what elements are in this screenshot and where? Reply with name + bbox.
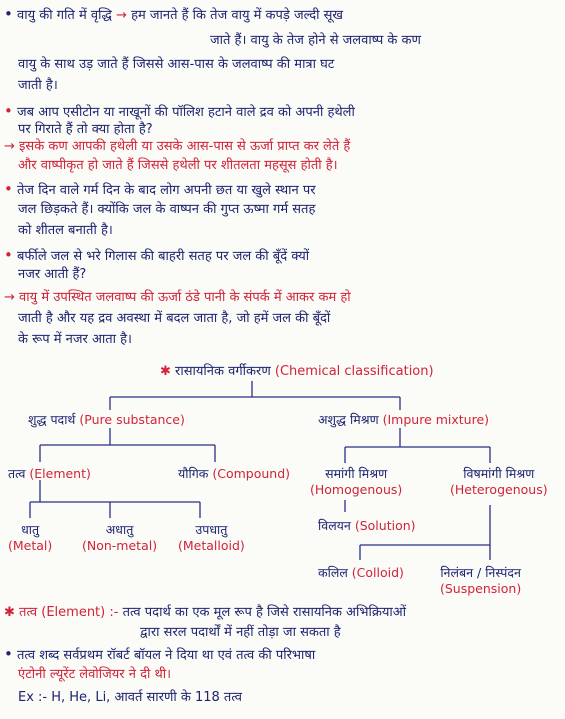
para4-question-line1: • बर्फीले जल से भरे गिलास की बाहरी सतह पर जल की बूँदें क्यों xyxy=(4,246,310,264)
node-non-metal: अधातु (Non-metal) xyxy=(82,522,158,553)
para1-text4: जाती है। xyxy=(18,78,58,93)
para2-question-line1: • जब आप एसीटोन या नाखूनों की पॉलिश हटाने वाले द्रव को अपनी हथेली xyxy=(4,102,355,120)
node-compound: यौगिक (Compound) xyxy=(178,466,291,481)
bullet-icon: • xyxy=(4,102,13,120)
para4-answer-line3: के रूप में नजर आता है। xyxy=(18,332,132,347)
bullet-icon: • xyxy=(4,645,13,663)
para4-answer-line2: जाती है और यह द्रव अवस्था में बदल जाता है, जो हमें जल की बूँदों xyxy=(18,311,331,326)
para3-line3: को शीतल बनाती है। xyxy=(18,223,113,238)
element-def-example: Ex :- H, He, Li, आवर्त सारणी के 118 तत्व xyxy=(18,690,243,705)
star-icon: ✱ xyxy=(160,364,171,379)
arrow-icon: → xyxy=(4,290,15,305)
node-metalloid: उपधातु (Metalloid) xyxy=(178,522,245,553)
para2-answer-line2: और वाष्पीकृत हो जाते हैं जिससे हथेली पर शीतलता महसूस होती है। xyxy=(18,158,338,173)
bullet-icon: • xyxy=(4,5,13,23)
node-suspension: निलंबन / निस्पंदन (Suspension) xyxy=(440,565,522,596)
arrow-icon: → xyxy=(4,139,15,154)
node-metal: धातु (Metal) xyxy=(8,522,53,553)
para4-answer-line1: → वायु में उपस्थित जलवाष्प की ऊर्जा ठंडे पानी के संपर्क में आकर कम हो xyxy=(4,290,351,305)
node-impure-mixture: अशुद्ध मिश्रण (Impure mixture) xyxy=(318,412,490,427)
node-element: तत्व (Element) xyxy=(8,466,91,481)
element-def-line4: एंटोनी ल्यूरेंट लेवोजियर ने दी थी। xyxy=(18,667,172,682)
para1-heading: वायु की गति में वृद्धि xyxy=(17,8,112,23)
element-def-line3: • तत्व शब्द सर्वप्रथम रॉबर्ट बॉयल ने दिया था एवं तत्व की परिभाषा xyxy=(4,645,316,663)
para1-line1 xyxy=(4,6,343,24)
para1-text1: हम जानते हैं कि तेज वायु में कपड़े जल्दी सूख xyxy=(131,8,344,23)
para3-line2: जल छिड़कते हैं। क्योंकि जल के वाष्पन की गुप्त ऊष्मा गर्म सतह xyxy=(18,202,316,217)
node-homogenous: समांगी मिश्रण (Homogenous) xyxy=(310,466,403,497)
element-def-line1: ✱ तत्व (Element) :- तत्व पदार्थ का एक मूल रूप है जिसे रासायनिक अभिक्रियाओं xyxy=(4,605,407,620)
para1-text3: वायु के साथ उड़ जाते हैं जिससे आस-पास के जलवाष्प की मात्रा घट xyxy=(18,57,335,72)
para3-line1: • तेज दिन वाले गर्म दिन के बाद लोग अपनी छत या खुले स्थान पर xyxy=(4,180,316,198)
element-def-line2: द्वारा सरल पदार्थों में नहीं तोड़ा जा सकता है xyxy=(140,625,341,640)
node-colloid: कलिल (Colloid) xyxy=(318,565,404,580)
para2-question-line2: पर गिराते हैं तो क्या होता है? xyxy=(18,122,153,137)
bullet-icon: • xyxy=(4,246,13,264)
bullet-icon: • xyxy=(4,180,13,198)
star-icon: ✱ xyxy=(4,605,15,620)
para1-text2: जाते हैं। वायु के तेज होने से जलवाष्प के कण xyxy=(210,33,421,48)
para4-question-line2: नजर आती हैं? xyxy=(18,267,87,282)
node-pure-substance: शुद्ध पदार्थ (Pure substance) xyxy=(28,412,185,427)
element-def-label: तत्व (Element) :- xyxy=(19,605,119,620)
node-heterogenous: विषमांगी मिश्रण (Heterogenous) xyxy=(450,466,548,497)
classification-title: ✱ रासायनिक वर्गीकरण (Chemical classification) xyxy=(160,364,434,379)
para2-answer-line1: → इसके कण आपकी हथेली या उसके आस-पास से ऊर्जा प्राप्त कर लेते हैं xyxy=(4,139,351,154)
node-solution: विलयन (Solution) xyxy=(318,518,416,533)
arrow-icon: → xyxy=(116,8,127,23)
